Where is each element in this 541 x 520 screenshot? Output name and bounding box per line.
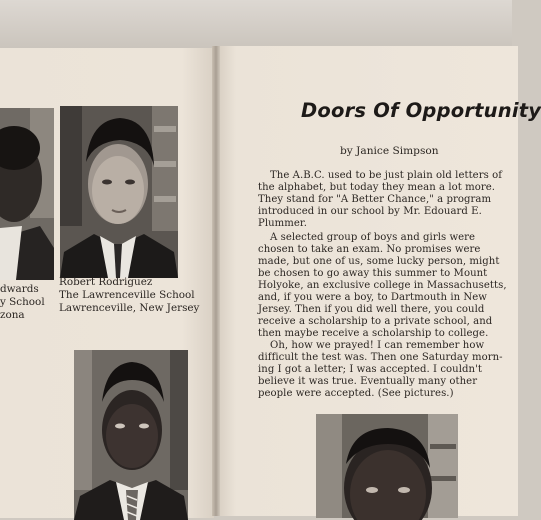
- body-line: chosen to take an exam. No promises were: [258, 244, 481, 255]
- body-line: ing I got a letter; I was accepted. I couldn't: [258, 364, 483, 375]
- student-photo-partial: [0, 108, 54, 280]
- article-byline: by Janice Simpson: [340, 145, 439, 157]
- student-photo-bottom: [74, 350, 188, 520]
- body-line: be chosen to go away this summer to Mount: [258, 268, 488, 279]
- book-gutter: [212, 46, 220, 516]
- article-title: Doors Of Opportunity: [301, 99, 541, 122]
- partial-caption: [0, 283, 45, 322]
- body-line: people were accepted. (See pictures.): [258, 388, 454, 399]
- body-line: made, but one of us, some lucky person, might: [258, 256, 500, 267]
- body-line: receive a scholarship to a private school, and: [258, 316, 493, 327]
- body-line: Jersey. Then if you did well there, you could: [258, 304, 485, 315]
- robert-caption: [59, 276, 199, 315]
- robert-caption-name: Robert Rodriguez: [59, 276, 153, 288]
- body-line: Plummer.: [258, 218, 307, 229]
- adult-photo-bottom: [316, 414, 458, 518]
- robert-rodriguez-photo: [60, 106, 178, 278]
- partial-caption-line-2: y School: [0, 296, 45, 308]
- body-line: Oh, how we prayed! I can remember how: [270, 340, 485, 351]
- partial-caption-line-1: dwards: [0, 283, 39, 295]
- body-line: difficult the test was. Then one Saturday morn-: [258, 352, 503, 363]
- body-line: introduced in our school by Mr. Edouard E.: [258, 206, 482, 217]
- body-line: and, if you were a boy, to Dartmouth in New: [258, 292, 488, 303]
- body-line: A selected group of boys and girls were: [270, 232, 476, 243]
- partial-caption-line-3: zona: [0, 309, 25, 321]
- body-line: Holyoke, an exclusive college in Massachusetts,: [258, 280, 507, 291]
- body-line: The A.B.C. used to be just plain old letters of: [270, 170, 502, 181]
- robert-caption-school: The Lawrenceville School: [59, 289, 195, 301]
- body-line: the alphabet, but today they mean a lot more.: [258, 182, 496, 193]
- body-line: then maybe receive a scholarship to college.: [258, 328, 489, 339]
- robert-caption-location: Lawrenceville, New Jersey: [59, 302, 200, 314]
- background-surface: [0, 0, 512, 52]
- body-line: They stand for "A Better Chance," a program: [258, 194, 492, 205]
- body-line: believe it was true. Eventually many other: [258, 376, 478, 387]
